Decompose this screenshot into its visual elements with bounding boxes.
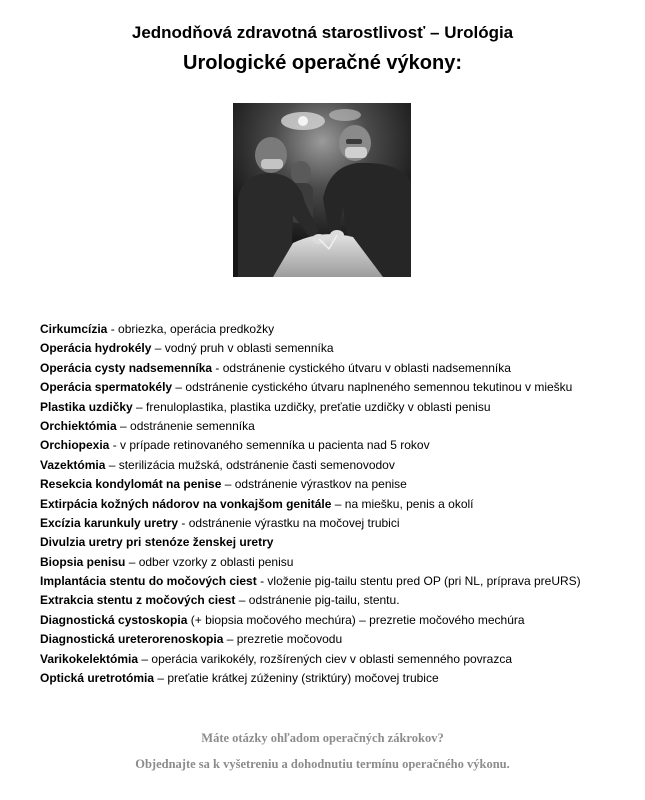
procedure-description: - odstránenie cystického útvaru v oblasti nadsemenníka xyxy=(212,360,511,375)
document-header xyxy=(0,22,645,76)
procedure-name: Implantácia stentu do močových ciest xyxy=(40,574,257,589)
procedure-name: Orchiopexia xyxy=(40,438,110,453)
procedure-name: Vazektómia xyxy=(40,457,106,472)
procedure-item xyxy=(40,669,630,688)
procedure-description: – odstránenie cystického útvaru naplneného semennou tekutinou v miešku xyxy=(172,380,573,395)
procedure-item xyxy=(40,378,630,397)
procedure-item xyxy=(40,630,630,649)
procedure-description: – frenuloplastika, plastika uzdičky, preťatie uzdičky v oblasti penisu xyxy=(132,399,491,414)
procedure-description: – sterilizácia mužská, odstránenie časti semenovodov xyxy=(105,457,395,472)
procedure-name: Extirpácia kožných nádorov na vonkajšom genitále xyxy=(40,496,332,511)
procedure-item xyxy=(40,611,630,630)
footer-call-to-action: Objednajte sa k vyšetreniu a dohodnutiu termínu operačného výkonu. xyxy=(135,757,510,771)
procedure-description: – odstránenie semenníka xyxy=(116,418,255,433)
procedure-item xyxy=(40,475,630,494)
procedure-item xyxy=(40,514,630,533)
procedure-name: Orchiektómia xyxy=(40,418,117,433)
procedure-description: - odstránenie výrastku na močovej trubici xyxy=(178,515,400,530)
procedure-description: – vodný pruh v oblasti semenníka xyxy=(151,341,334,356)
procedure-item xyxy=(40,495,630,514)
procedure-item xyxy=(40,650,630,669)
procedure-name: Optická uretrotómia xyxy=(40,671,155,686)
procedure-name: Excízia karunkuly uretry xyxy=(40,515,179,530)
procedure-description: – odber vzorky z oblasti penisu xyxy=(125,554,294,569)
procedure-description: - vloženie pig-tailu stentu pred OP (pri NL, príprava preURS) xyxy=(256,574,581,589)
procedure-description: – preťatie krátkej zúženiny (striktúry) močovej trubice xyxy=(154,671,439,686)
document-title: Jednodňová zdravotná starostlivosť – Urológia xyxy=(131,23,514,42)
procedure-item xyxy=(40,359,630,378)
procedure-item xyxy=(40,591,630,610)
procedure-description: – odstránenie výrastkov na penise xyxy=(221,477,407,492)
procedure-item xyxy=(40,339,630,358)
procedure-item xyxy=(40,417,630,436)
procedure-description: – odstránenie pig-tailu, stentu. xyxy=(235,593,400,608)
procedure-description: – prezretie močovodu xyxy=(223,632,343,647)
procedure-description: (+ biopsia močového mechúra) – prezretie močového mechúra xyxy=(187,612,525,627)
procedure-description: – na miešku, penis a okolí xyxy=(331,496,474,511)
procedure-description: - obriezka, operácia predkožky xyxy=(107,322,275,336)
procedure-item xyxy=(40,320,630,339)
procedure-name: Diagnostická ureterorenoskopia xyxy=(40,632,224,647)
procedure-item xyxy=(40,436,630,455)
document-subtitle: Urologické operačné výkony: xyxy=(183,52,462,74)
procedure-name: Cirkumcízia xyxy=(40,322,108,336)
procedure-name: Extrakcia stentu z močových ciest xyxy=(40,593,236,608)
procedure-item xyxy=(40,553,630,572)
procedure-name: Operácia spermatokély xyxy=(40,380,173,395)
procedure-list xyxy=(40,320,630,688)
footer-question: Máte otázky ohľadom operačných zákrokov? xyxy=(201,731,444,745)
procedure-name: Diagnostická cystoskopia xyxy=(40,612,188,627)
procedure-name: Plastika uzdičky xyxy=(40,399,133,414)
procedure-item xyxy=(40,456,630,475)
procedure-name: Operácia hydrokély xyxy=(40,341,152,356)
procedure-item xyxy=(40,572,630,591)
procedure-name: Operácia cysty nadsemenníka xyxy=(40,360,213,375)
procedure-name: Biopsia penisu xyxy=(40,554,126,569)
procedure-description: - v prípade retinovaného semenníka u pacienta nad 5 rokov xyxy=(109,438,430,453)
procedure-item xyxy=(40,398,630,417)
surgery-photo xyxy=(233,103,411,277)
procedure-description: – operácia varikokély, rozšírených ciev v oblasti semenného povrazca xyxy=(138,651,513,666)
procedure-name: Varikokelektómia xyxy=(40,651,139,666)
procedure-name: Resekcia kondylomát na penise xyxy=(40,477,222,492)
procedure-name: Divulzia uretry pri stenóze ženskej uretry xyxy=(40,535,274,550)
procedure-item xyxy=(40,533,630,552)
